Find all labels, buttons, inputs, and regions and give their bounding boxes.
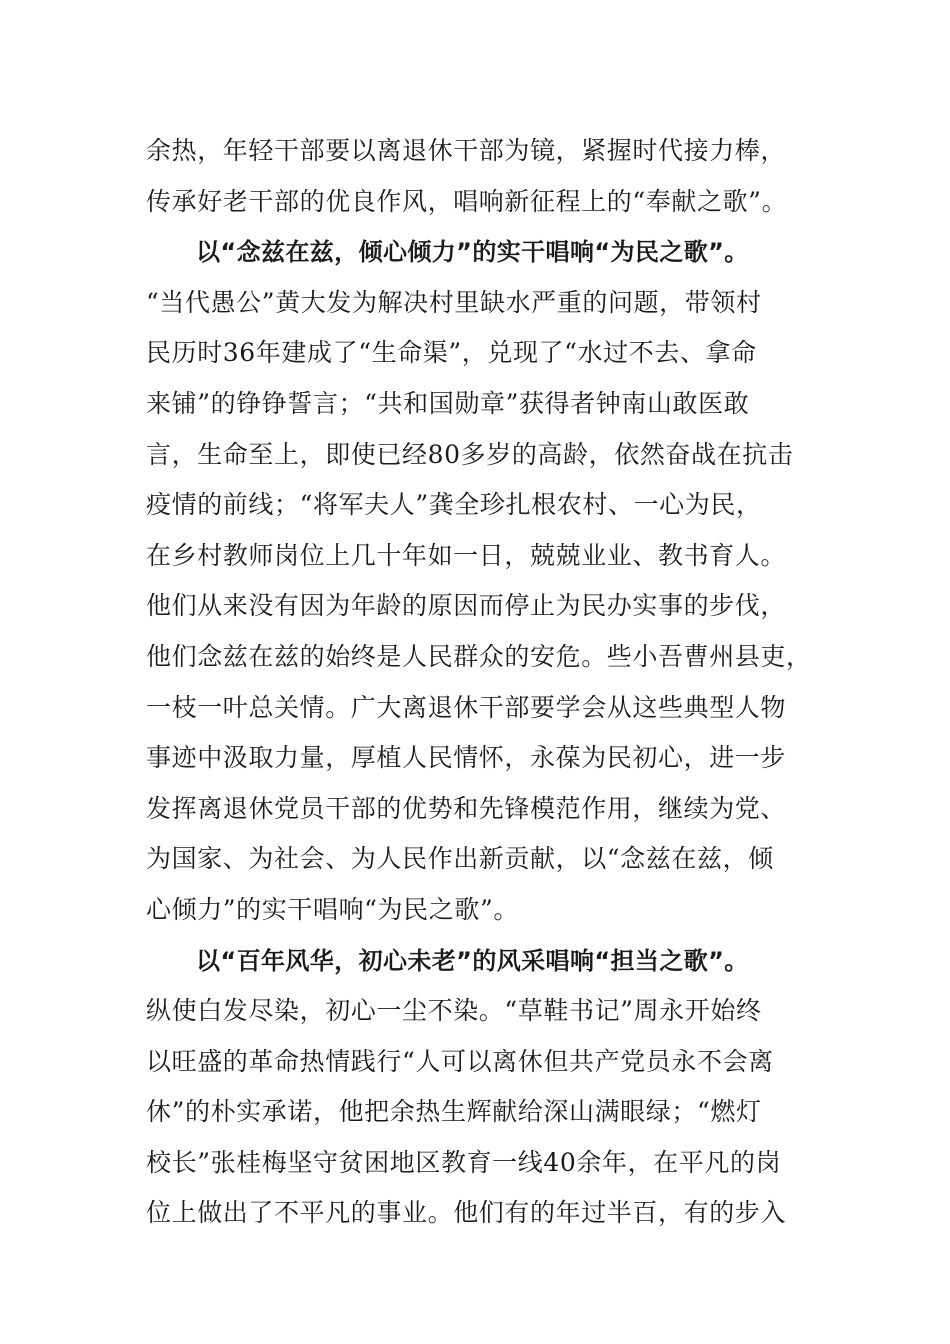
text-line: 疫情的前线；“将军夫人”龚全珍扎根农村、一心为民， xyxy=(146,490,762,520)
section-heading: 以“念兹在兹，倾心倾力”的实干唱响“为民之歌”。 xyxy=(196,238,749,267)
text-line: 他们念兹在兹的始终是人民群众的安危。些小吾曹州县吏， xyxy=(146,641,812,671)
text-line: 位上做出了不平凡的事业。他们有的年过半百，有的步入 xyxy=(146,1198,787,1228)
text-line: 以旺盛的革命热情践行“人可以离休但共产党员永不会离 xyxy=(146,1046,774,1076)
text-line: 言，生命至上，即使已经80多岁的高龄，依然奋战在抗击 xyxy=(146,439,794,469)
text-line: 事迹中汲取力量，厚植人民情怀，永葆为民初心，进一步 xyxy=(146,743,787,773)
section-heading: 以“百年风华，初心未老”的风采唱响“担当之歌”。 xyxy=(196,946,749,975)
text-line: 民历时36年建成了“生命渠”，兑现了“水过不去、拿命 xyxy=(146,338,757,368)
text-line: 余热，年轻干部要以离退休干部为镜，紧握时代接力棒， xyxy=(146,136,787,165)
document-body xyxy=(146,126,812,1239)
text-line: 为国家、为社会、为人民作出新贡献，以“念兹在兹，倾 xyxy=(146,844,774,874)
text-line: 一枝一叶总关情。广大离退休干部要学会从这些典型人物 xyxy=(146,692,787,722)
text-line: 他们从来没有因为年龄的原因而停止为民办实事的步伐， xyxy=(146,591,787,621)
text-line: 心倾力”的实干唱响“为民之歌”。 xyxy=(146,894,519,924)
text-line: 休”的朴实承诺，他把余热生辉献给深山满眼绿；“燃灯 xyxy=(146,1097,762,1127)
text-line: 在乡村教师岗位上几十年如一日，兢兢业业、教书育人。 xyxy=(146,540,787,570)
text-line: 发挥离退休党员干部的优势和先锋模范作用，继续为党、 xyxy=(146,793,787,823)
text-line: “当代愚公”黄大发为解决村里缺水严重的问题，带领村 xyxy=(146,287,762,317)
text-line: 传承好老干部的优良作风，唱响新征程上的“奉献之歌”。 xyxy=(146,186,788,216)
text-line: 校长”张桂梅坚守贫困地区教育一线40余年，在平凡的岗 xyxy=(146,1147,782,1177)
text-line: 纵使白发尽染，初心一尘不染。“草鞋书记”周永开始终 xyxy=(146,996,762,1026)
text-line: 来铺”的铮铮誓言；“共和国勋章”获得者钟南山敢医敢 xyxy=(146,388,750,418)
